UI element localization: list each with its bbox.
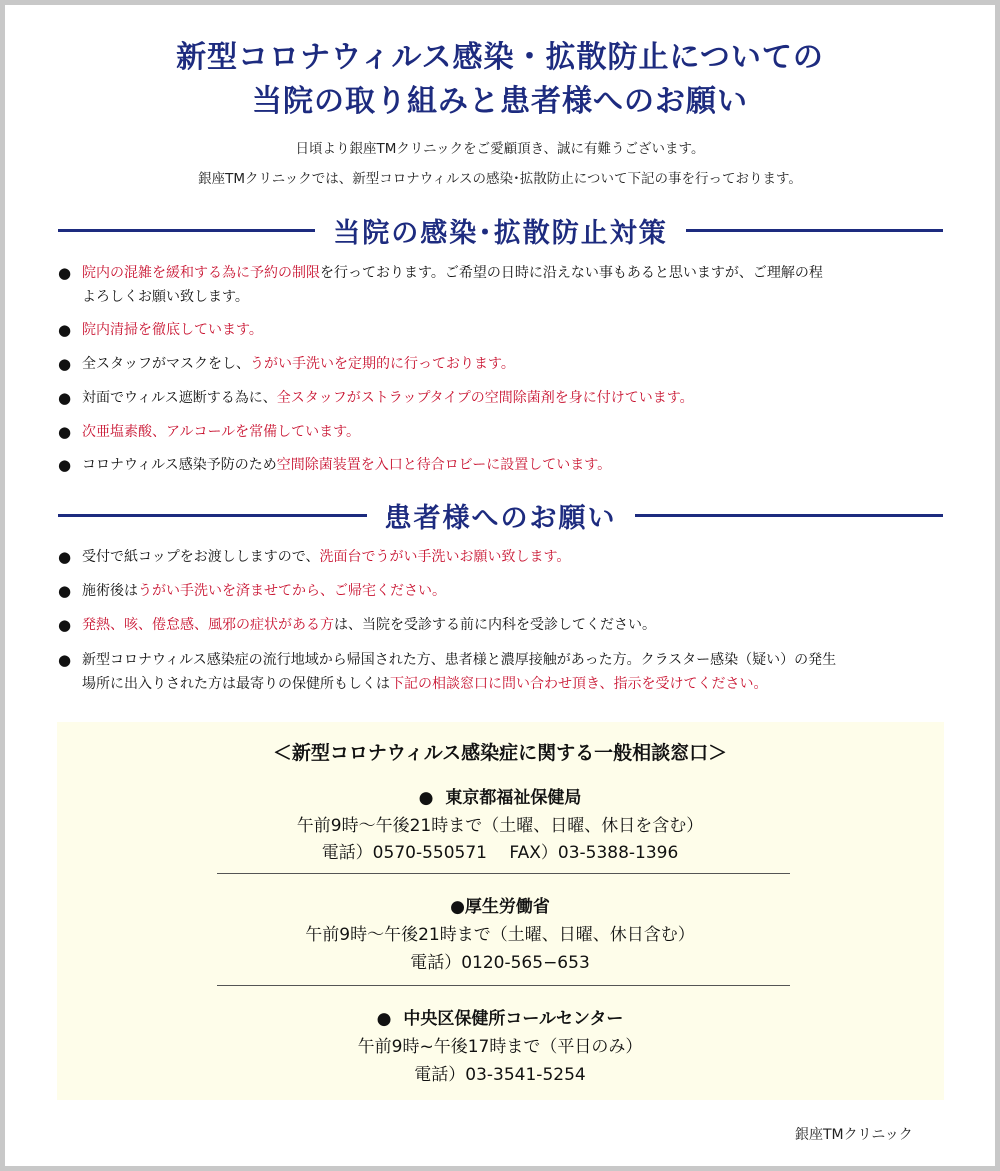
list-item [58, 545, 948, 569]
clinic-signature: 銀座TMクリニック [795, 1127, 913, 1143]
list-item [58, 453, 948, 477]
highlight-text: 全スタッフがストラップタイプの空間除菌剤を身に付けています。 [276, 390, 694, 406]
tokyo-office-name: ● 東京都福祉保健局 [418, 788, 582, 808]
mhlw-contact: 電話）0120-565−653 [410, 953, 590, 973]
heading-rule-left [58, 229, 315, 232]
bullet-icon: ● [58, 355, 72, 373]
body-text: コロナウィルス感染予防のため [82, 457, 277, 473]
tokyo-office-hours: 午前9時～午後21時まで（土曜、日曜、休日を含む） [296, 816, 704, 836]
intro-statement: 銀座TMクリニックでは、新型コロナウィルスの感染･拡散防止について下記の事を行っております。 [198, 171, 802, 187]
body-text: は、当院を受診する前に内科を受診してください。 [334, 617, 656, 633]
heading-rule-right [635, 514, 944, 517]
list-item [58, 318, 948, 342]
page-title-line-1: 新型コロナウィルス感染・拡散防止についての [176, 40, 824, 75]
heading-rule-right [686, 229, 943, 232]
consultation-title: ＜新型コロナウィルス感染症に関する一般相談窓口＞ [272, 742, 728, 764]
body-text: 新型コロナウィルス感染症の流行地域から帰国された方、患者様と濃厚接触があった方。クラスター感染（疑い）の発生 [82, 652, 837, 668]
tokyo-office-contact: 電話）0570-550571 FAX）03-5388-1396 [321, 843, 679, 863]
bullet-icon: ● [58, 389, 72, 407]
list-item [58, 579, 948, 603]
highlight-text: 次亜塩素酸、アルコールを常備しています。 [82, 424, 361, 440]
section-title: 当院の感染･拡散防止対策 [333, 217, 668, 249]
section-title: 患者様へのお願い [384, 502, 617, 534]
section-heading-requests [58, 495, 943, 535]
chuo-callcenter-name: ● 中央区保健所コールセンター [376, 1009, 624, 1029]
bullet-icon: ● [58, 548, 72, 566]
chuo-callcenter-hours: 午前9時~午後17時まで（平日のみ） [357, 1037, 643, 1057]
intro-greeting: 日頃より銀座TMクリニックをご愛顧頂き、誠に有難うございます。 [295, 141, 705, 157]
list-item [58, 352, 948, 376]
divider [217, 985, 790, 986]
bullet-icon: ● [58, 456, 72, 474]
bullet-icon: ● [58, 616, 72, 634]
bullet-icon: ● [58, 582, 72, 600]
body-text: 場所に出入りされた方は最寄りの保健所もしくは [82, 676, 390, 692]
body-text: 全スタッフがマスクをし、 [82, 356, 250, 372]
body-text: 受付で紙コップをお渡ししますので、 [82, 549, 320, 565]
list-item [58, 261, 948, 309]
highlight-text: 空間除菌装置を入口と待合ロビーに設置しています。 [276, 457, 612, 473]
list-item [58, 386, 948, 410]
highlight-text: 発熱、咳、倦怠感、風邪の症状がある方 [82, 617, 334, 633]
highlight-text: 院内清掃を徹底しています。 [82, 322, 263, 338]
highlight-text: うがい手洗いを定期的に行っております。 [250, 356, 515, 372]
bullet-icon: ● [58, 321, 72, 339]
highlight-text: 院内の混雑を緩和する為に予約の制限 [82, 265, 320, 281]
body-text: を行っております。ご希望の日時に沿えない事もあると思いますが、ご理解の程 [320, 265, 823, 281]
divider [217, 873, 790, 874]
body-text: よろしくお願い致します。 [82, 289, 249, 305]
page-title-line-2: 当院の取り組みと患者様へのお願い [252, 84, 748, 119]
body-text: 対面でウィルス遮断する為に、 [82, 390, 277, 406]
highlight-text: 下記の相談窓口に問い合わせ頂き、指示を受けてください。 [390, 676, 768, 692]
section-heading-measures [58, 210, 943, 250]
list-item [58, 420, 948, 444]
bullet-icon: ● [58, 651, 72, 669]
mhlw-hours: 午前9時～午後21時まで（土曜、日曜、休日含む） [305, 925, 695, 945]
highlight-text: うがい手洗いを済ませてから、ご帰宅ください。 [138, 583, 446, 599]
list-item [58, 613, 948, 637]
bullet-icon: ● [58, 264, 72, 282]
body-text: 施術後は [82, 583, 138, 599]
list-item [58, 648, 948, 696]
heading-rule-left [58, 514, 367, 517]
chuo-callcenter-contact: 電話）03-3541-5254 [414, 1065, 586, 1085]
mhlw-name: ●厚生労働省 [450, 897, 550, 917]
bullet-icon: ● [58, 423, 72, 441]
highlight-text: 洗面台でうがい手洗いお願い致します。 [319, 549, 571, 565]
